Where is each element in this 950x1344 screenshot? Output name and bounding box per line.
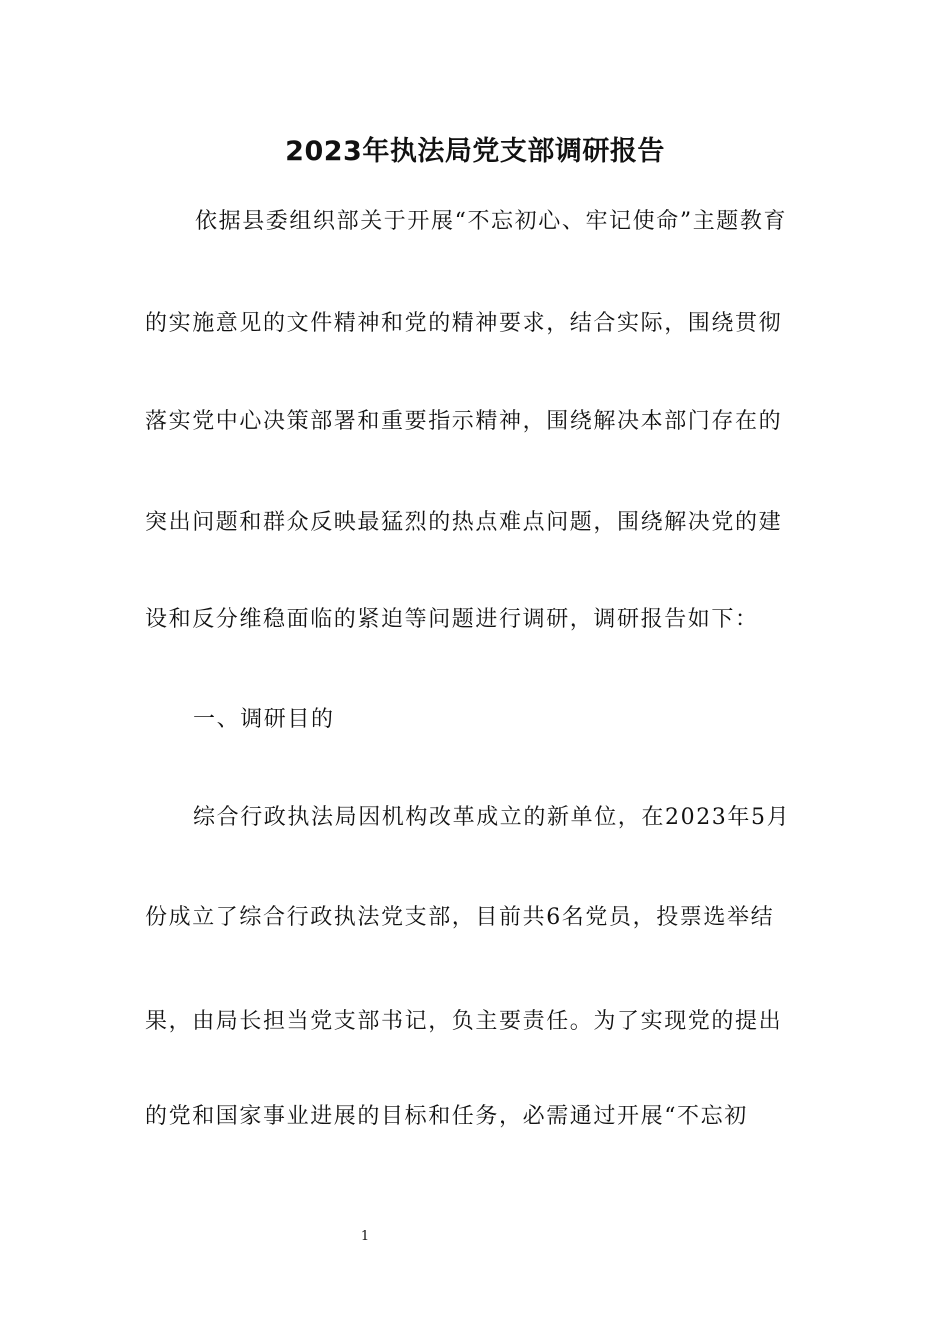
paragraph-line: 设和反分维稳面临的紧迫等问题进行调研，调研报告如下： bbox=[145, 607, 759, 632]
document-title: 2023年执法局党支部调研报告 bbox=[285, 136, 665, 167]
paragraph-line: 依据县委组织部关于开展“不忘初心、牢记使命”主题教育 bbox=[195, 209, 788, 234]
paragraph-line: 的实施意见的文件精神和党的精神要求，结合实际，围绕贯彻 bbox=[145, 311, 783, 336]
paragraph-line: 份成立了综合行政执法党支部，目前共6名党员，投票选举结 bbox=[145, 905, 775, 930]
page-number: 1 bbox=[360, 1229, 370, 1244]
paragraph-line: 综合行政执法局因机构改革成立的新单位，在2023年5月 bbox=[193, 805, 791, 830]
paragraph-line: 的党和国家事业进展的目标和任务，必需通过开展“不忘初 bbox=[145, 1104, 748, 1129]
section-heading: 一、调研目的 bbox=[193, 707, 335, 732]
paragraph-line: 落实党中心决策部署和重要指示精神，围绕解决本部门存在的 bbox=[145, 409, 783, 434]
paragraph-line: 突出问题和群众反映最猛烈的热点难点问题，围绕解决党的建 bbox=[145, 510, 783, 535]
paragraph-line: 果，由局长担当党支部书记，负主要责任。为了实现党的提出 bbox=[145, 1009, 783, 1034]
